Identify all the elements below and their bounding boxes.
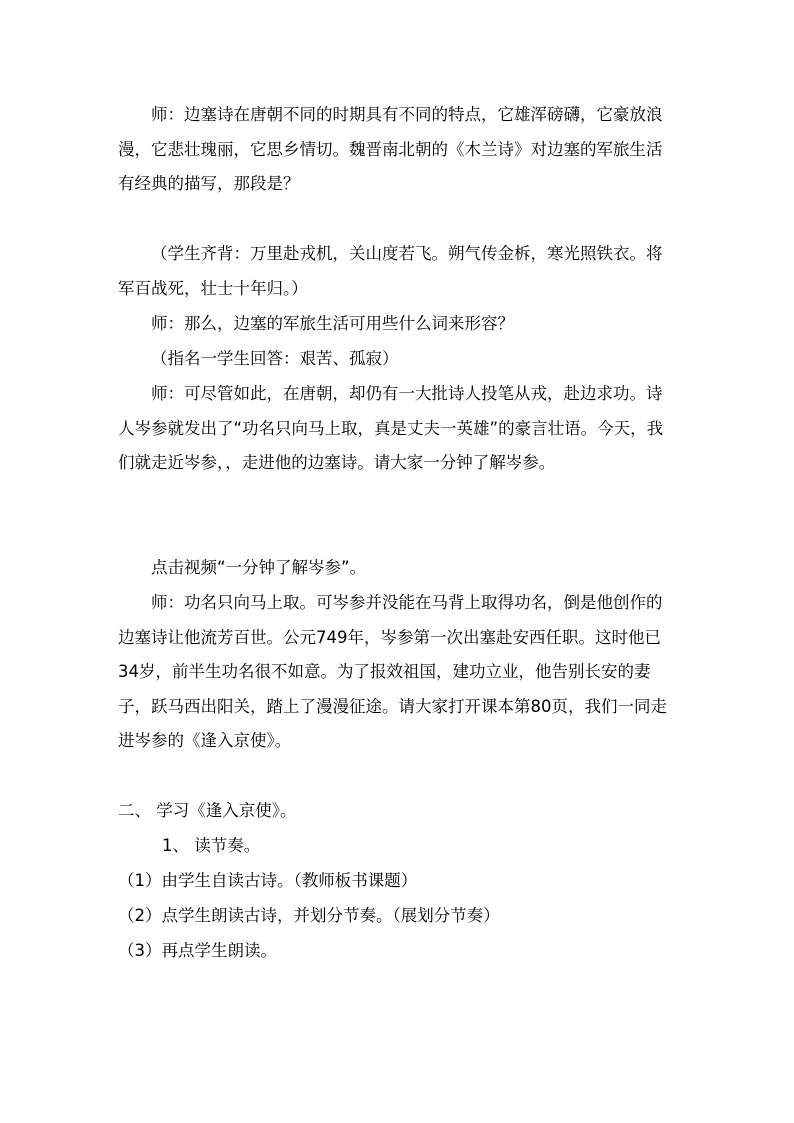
paragraph-border-poetry-intro: 师：边塞诗在唐朝不同的时期具有不同的特点，它雄浑磅礴，它豪放浪漫，它悲壮瑰丽，它思乡情切。魏晋南北朝的《木兰诗》对边塞的军旅生活有经典的描写，那段是？ bbox=[118, 105, 663, 193]
section-heading: 二、 学习《逢入京使》。 bbox=[118, 801, 297, 820]
paragraph-student-recitation: （学生齐背：万里赴戎机，关山度若飞。朔气传金柝，寒光照铁衣。将军百战死，壮士十年归。） bbox=[118, 244, 663, 298]
step-item: （1）由学生自读古诗。（教师板书课题） bbox=[118, 871, 418, 890]
paragraph-video-prompt: 点击视频“一分钟了解岑参”。 bbox=[151, 558, 367, 577]
paragraph-cen-shen-intro: 师：可尽管如此，在唐朝，却仍有一大批诗人投笔从戎，赴边求功。诗人岑参就发出了“功名只向马上取，真是丈夫一英雄”的豪言壮语。今天，我们就走近岑参，，走进他的边塞诗。请大家一分钟了解岑参。 bbox=[118, 384, 664, 472]
step-item: （3）再点学生朗读。 bbox=[118, 941, 277, 960]
subsection-heading: 1、 读节奏。 bbox=[162, 836, 261, 855]
step-item: （2）点学生朗读古诗，并划分节奏。（展划分节奏） bbox=[118, 906, 500, 925]
paragraph-teacher-question: 师：那么，边塞的军旅生活可用些什么词来形容？ bbox=[151, 314, 514, 333]
paragraph-cen-shen-biography: 师：功名只向马上取。可岑参并没能在马背上取得功名，倒是他创作的边塞诗让他流芳百世。公元749年，岑参第一次出塞赴安西任职。这时他已34岁，前半生功名很不如意。为了报效祖国，建功立业，他告别长安的妻子，跃马西出阳关，踏上了漫漫征途。请大家打开课本第80页，我们一同走进岑参的《逢入京使》。 bbox=[118, 593, 667, 750]
paragraph-student-answer: （指名一学生回答：艰苦、孤寂） bbox=[151, 349, 399, 368]
